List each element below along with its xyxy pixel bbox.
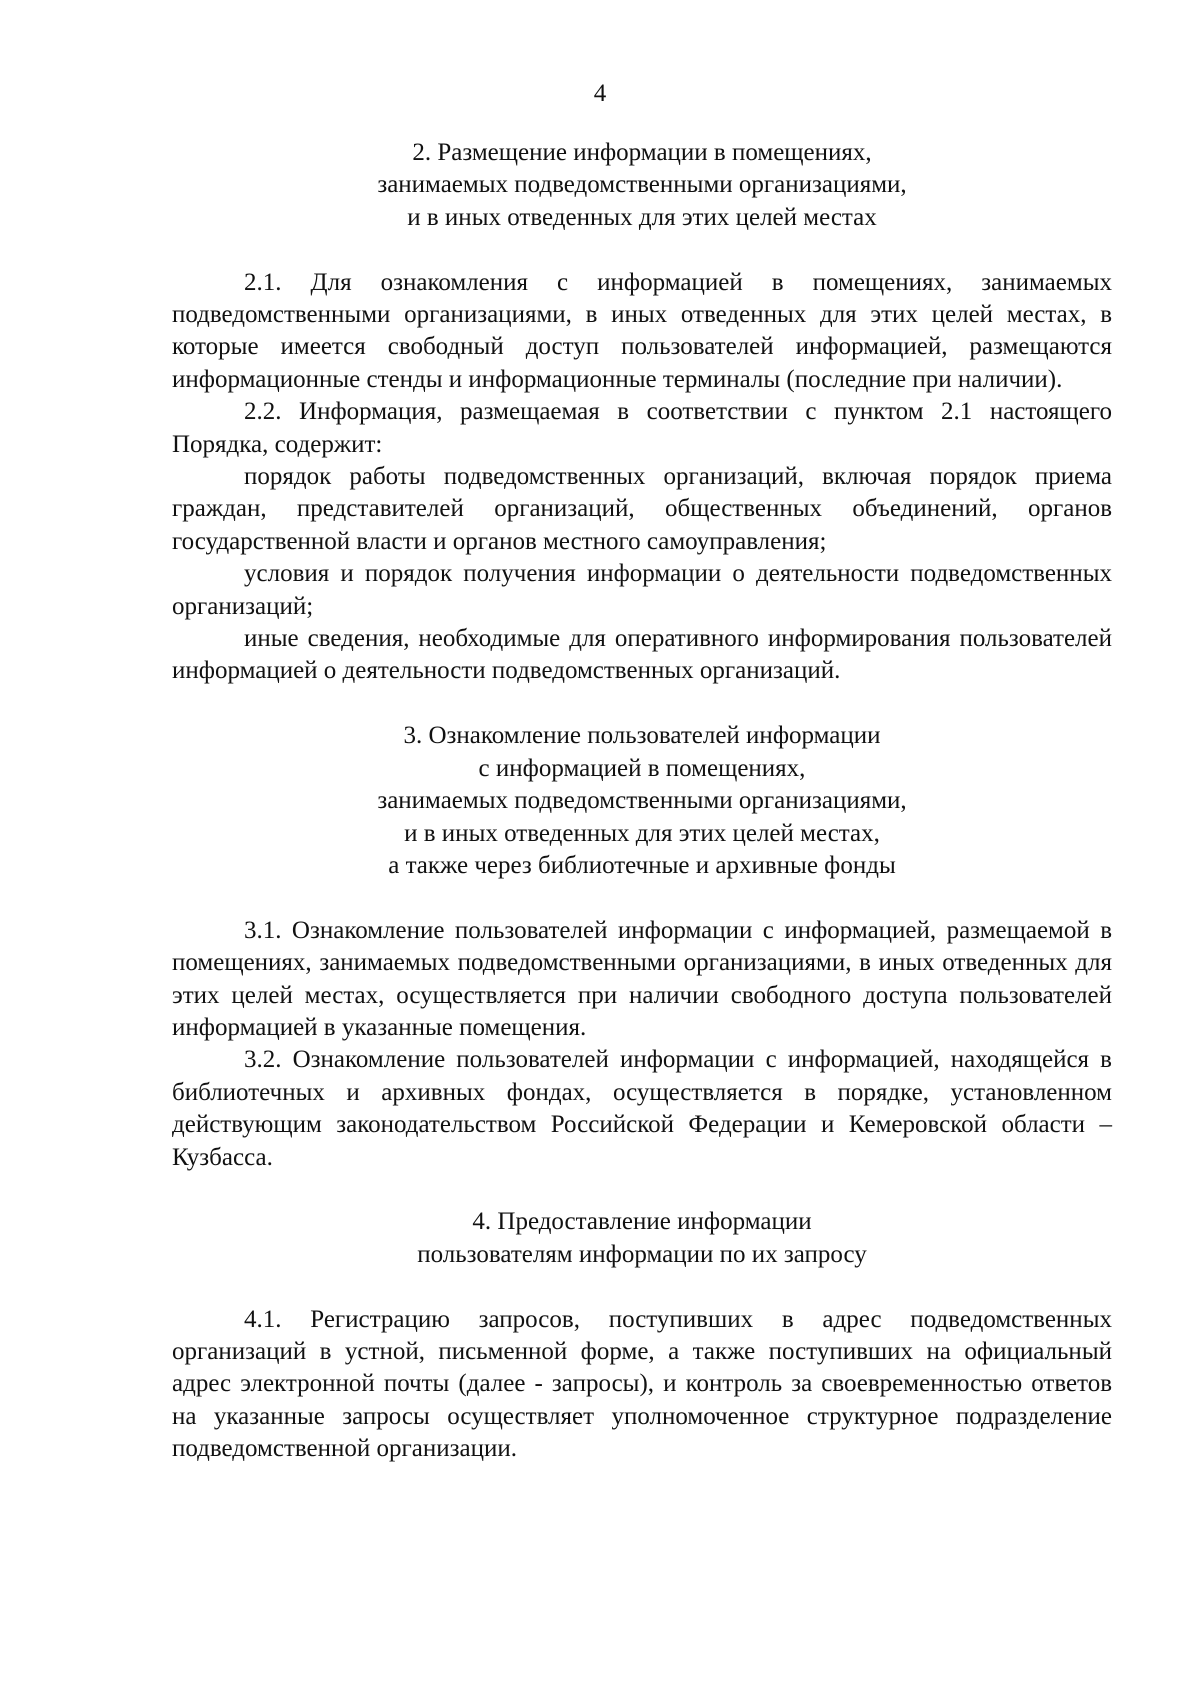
section-3-heading-line-3: занимаемых подведомственными организациями, (377, 787, 907, 815)
section-3-heading-line-5: а также через библиотечные и архивные фонды (388, 851, 896, 879)
section-3-heading (172, 720, 1112, 882)
paragraph-2-2-item-1: порядок работы подведомственных организаций, включая порядок приема граждан, представителей организаций, общественных объединений, органов государственной власти и органов местного самоуправления; (172, 463, 1112, 555)
section-2-heading (172, 137, 1112, 234)
spacer (172, 1271, 1112, 1303)
paragraph-2-1: 2.1. Для ознакомления с информацией в помещениях, занимаемых подведомственными организациями, в иных отведенных для этих целей местах, в которые имеется свободный доступ пользователей информацией, размещаются информационные стенды и информационные терминалы (последние при наличии). (172, 268, 1112, 393)
section-2-heading-line-2: занимаемых подведомственными организациями, (377, 171, 907, 199)
section-2-heading-line-1: 2. Размещение информации в помещениях, (412, 139, 872, 166)
spacer (172, 688, 1112, 720)
paragraph-2-2-item-2: условия и порядок получения информации о деятельности подведомственных организаций; (172, 560, 1112, 620)
page-number: 4 (593, 80, 607, 107)
section-4-heading-line-2: пользователям информации по их запросу (417, 1240, 867, 1268)
paragraph-3-2: 3.2. Ознакомление пользователей информации с информацией, находящейся в библиотечных и архивных фондах, осуществляется в порядке, установленном действующим законодательством Российской Федерации и Кемеровской области – Кузбасса. (172, 1046, 1112, 1171)
paragraph-2-2-item-3: иные сведения, необходимые для оперативного информирования пользователей информацией о деятельности подведомственных организаций. (172, 625, 1112, 685)
spacer (172, 882, 1112, 914)
spacer (172, 234, 1112, 266)
section-3-heading-line-4: и в иных отведенных для этих целей местах, (404, 819, 880, 847)
spacer (172, 1174, 1112, 1206)
paragraph-3-1: 3.1. Ознакомление пользователей информации с информацией, размещаемой в помещениях, занимаемых подведомственными организациями, в иных отведенных для этих целей местах, осуществляется при наличии свободного доступа пользователей информацией в указанные помещения. (172, 916, 1112, 1041)
section-2-heading-line-3: и в иных отведенных для этих целей местах (407, 203, 877, 231)
paragraph-4-1: 4.1. Регистрацию запросов, поступивших в адрес подведомственных организаций в устной, письменной форме, а также поступивших на официальный адрес электронной почты (далее - запросы), и контроль за своевременностью ответов на указанные запросы осуществляет уполномоченное структурное подразделение подведомственной организации. (172, 1305, 1112, 1463)
section-4-heading-line-1: 4. Предоставление информации (472, 1208, 812, 1236)
paragraph-2-2: 2.2. Информация, размещаемая в соответствии с пунктом 2.1 настоящего Порядка, содержит: (172, 398, 1112, 458)
section-3-heading-line-2: с информацией в помещениях, (478, 754, 806, 782)
section-4-heading (172, 1206, 1112, 1271)
section-3-heading-line-1: 3. Ознакомление пользователей информации (403, 722, 881, 750)
document-body (172, 137, 1112, 1466)
